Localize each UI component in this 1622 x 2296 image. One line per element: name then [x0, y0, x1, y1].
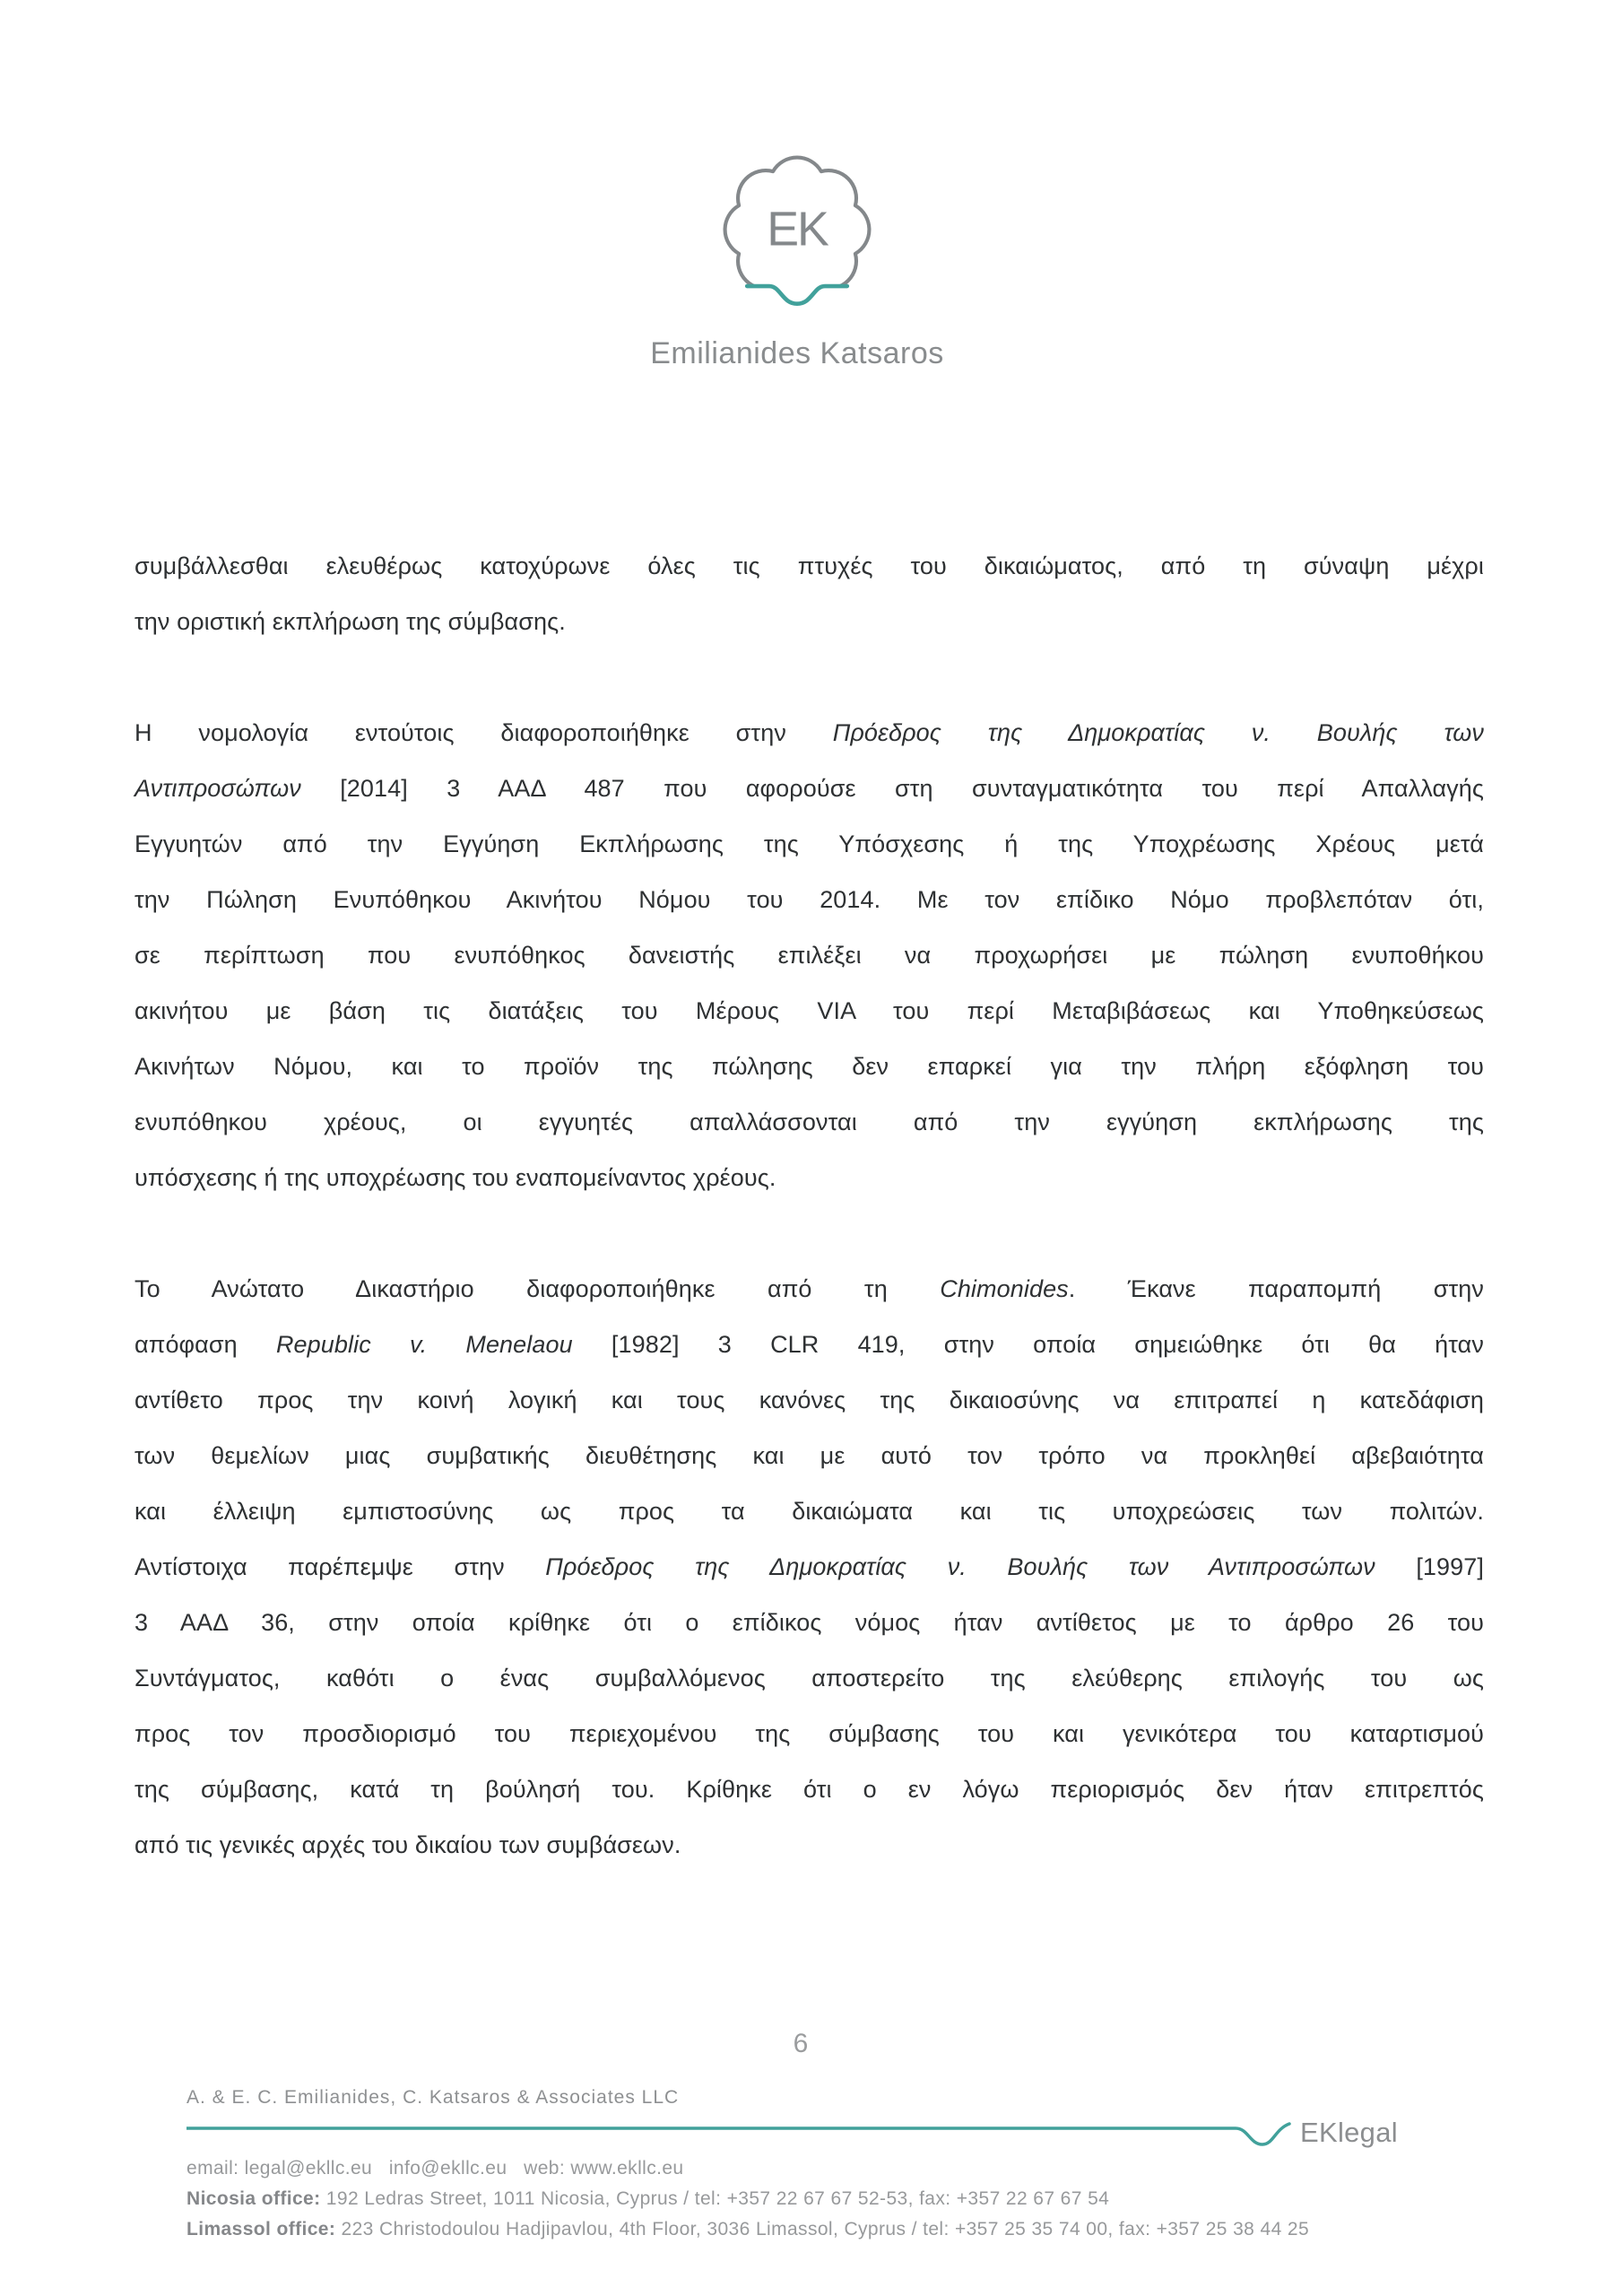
footer-contacts — [186, 2153, 1309, 2245]
case-citation: Πρόεδρος της Δημοκρατίας ν. Βουλής των — [832, 719, 1484, 746]
case-citation: Πρόεδρος της Δημοκρατίας ν. Βουλής των Αντιπροσώπων — [545, 1553, 1375, 1580]
text-segment: Το Ανώτατο Δικαστήριο διαφοροποιήθηκε από τη — [134, 1275, 941, 1302]
text-line — [134, 1317, 1484, 1372]
text-segment: ενυπόθηκου χρέους, οι εγγυητές απαλλάσσονται από την εγγύηση εκπλήρωσης της — [134, 1109, 1484, 1135]
text-line — [134, 1150, 1484, 1205]
text-line — [134, 1428, 1484, 1483]
text-segment: Αντίστοιχα παρέπεμψε στην — [134, 1553, 546, 1580]
text-line — [134, 927, 1484, 983]
text-segment: προς τον προσδιορισμό του περιεχομένου της σύμβασης του και γενικότερα του καταρτισμού — [134, 1720, 1484, 1747]
case-citation: Αντιπροσώπων — [134, 775, 301, 802]
text-segment: και έλλειψη εμπιστοσύνης ως προς τα δικαιώματα και τις υποχρεώσεις των πολιτών. — [134, 1498, 1484, 1525]
text-segment: 192 Ledras Street, 1011 Nicosia, Cyprus / tel: +357 22 67 67 52-53, fax: +357 22 67 67 54 — [320, 2188, 1110, 2209]
text-segment: [2014] 3 ΑΑΔ 487 που αφορούσε στη συνταγματικότητα του περί Απαλλαγής — [300, 775, 1484, 802]
logo-monogram: EK — [767, 202, 828, 257]
text-segment: Συντάγματος, καθότι ο ένας συμβαλλόμενος αποστερείτο της ελεύθερης επιλογής του ως — [134, 1665, 1484, 1692]
text-segment: [1982] 3 CLR 419, στην οποία σημειώθηκε ότι θα ήταν — [572, 1331, 1484, 1358]
contact-line — [186, 2153, 1309, 2184]
text-segment: email: legal@ekllc.eu info@ekllc.eu web: www.ekllc.eu — [186, 2158, 684, 2179]
text-segment: την οριστική εκπλήρωση της σύμβασης. — [134, 608, 566, 635]
text-segment: . Έκανε παραπομπή στην — [1068, 1275, 1485, 1302]
text-segment: Η νομολογία εντούτοις διαφοροποιήθηκε στην — [134, 719, 833, 746]
text-line — [134, 1539, 1484, 1595]
text-line — [134, 594, 1484, 649]
text-line — [134, 1761, 1484, 1817]
text-line — [134, 1595, 1484, 1650]
text-segment: 3 ΑΑΔ 36, στην οποία κρίθηκε ότι ο επίδικος νόμος ήταν αντίθετος με το άρθρο 26 του — [134, 1609, 1484, 1636]
text-line — [134, 761, 1484, 816]
text-segment: [1997] — [1375, 1553, 1484, 1580]
paragraph — [134, 538, 1484, 649]
page-number: 6 — [793, 2029, 809, 2058]
text-line — [134, 1650, 1484, 1706]
contact-line — [186, 2214, 1309, 2245]
text-line — [134, 1039, 1484, 1094]
text-segment: των θεμελίων μιας συμβατικής διευθέτησης και με αυτό τον τρόπο να προκληθεί αβεβαιότητα — [134, 1442, 1484, 1469]
text-segment: της σύμβασης, κατά τη βούλησή του. Κρίθηκε ότι ο εν λόγω περιορισμός δεν ήταν επιτρεπτός — [134, 1776, 1484, 1803]
firm-logo — [609, 146, 985, 371]
document-body — [134, 538, 1484, 1928]
text-segment: Nicosia office: — [186, 2188, 321, 2209]
ek-badge-icon — [714, 146, 880, 313]
text-line — [134, 1372, 1484, 1428]
text-line — [134, 1483, 1484, 1539]
text-segment: Ακινήτων Νόμου, και το προϊόν της πώλησης δεν επαρκεί για την πλήρη εξόφληση του — [134, 1053, 1484, 1080]
text-segment: υπόσχεσης ή της υποχρέωσης του εναπομείναντος χρέους. — [134, 1164, 776, 1191]
text-line — [134, 1094, 1484, 1150]
text-segment: από τις γενικές αρχές του δικαίου των συμβάσεων. — [134, 1831, 681, 1858]
footer-brand: EKlegal — [1300, 2117, 1398, 2148]
case-citation: Republic v. Menelaou — [275, 1331, 573, 1358]
text-segment: Εγγυητών από την Εγγύηση Εκπλήρωσης της Υπόσχεσης ή της Υποχρέωσης Χρέους μετά — [134, 831, 1484, 857]
text-segment: σε περίπτωση που ενυπόθηκος δανειστής επιλέξει να προχωρήσει με πώληση ενυποθήκου — [134, 942, 1484, 969]
paragraph — [134, 705, 1484, 1205]
text-segment: απόφαση — [134, 1331, 276, 1358]
text-segment: την Πώληση Ενυπόθηκου Ακινήτου Νόμου του 2014. Με τον επίδικο Νόμο προβλεπόταν ότι, — [134, 886, 1484, 913]
text-line — [134, 538, 1484, 594]
text-line — [134, 872, 1484, 927]
text-line — [134, 1817, 1484, 1873]
text-line — [134, 705, 1484, 761]
case-citation: Chimonides — [940, 1275, 1069, 1302]
logo-wordmark: Emilianides Katsaros — [650, 336, 944, 370]
text-segment: 223 Christodoulou Hadjipavlou, 4th Floor, 3036 Limassol, Cyprus / tel: +357 25 35 74 00, fax: +357 25 38 44 25 — [335, 2219, 1310, 2239]
text-segment: Limassol office: — [186, 2219, 336, 2239]
footer-firm-name: A. & E. C. Emilianides, C. Katsaros & Associates LLC — [186, 2087, 680, 2108]
contact-line — [186, 2184, 1309, 2214]
text-line — [134, 1261, 1484, 1317]
footer-teal-rule-icon — [186, 2120, 1298, 2151]
text-line — [134, 816, 1484, 872]
text-line — [134, 983, 1484, 1039]
text-line — [134, 1706, 1484, 1761]
text-segment: συμβάλλεσθαι ελευθέρως κατοχύρωνε όλες τις πτυχές του δικαιώματος, από τη σύναψη μέχρι — [134, 552, 1484, 579]
paragraph — [134, 1261, 1484, 1873]
text-segment: αντίθετο προς την κοινή λογική και τους κανόνες της δικαιοσύνης να επιτραπεί η κατεδάφιση — [134, 1387, 1484, 1413]
text-segment: ακινήτου με βάση τις διατάξεις του Μέρους VIA του περί Μεταβιβάσεως και Υποθηκεύσεως — [134, 997, 1484, 1024]
